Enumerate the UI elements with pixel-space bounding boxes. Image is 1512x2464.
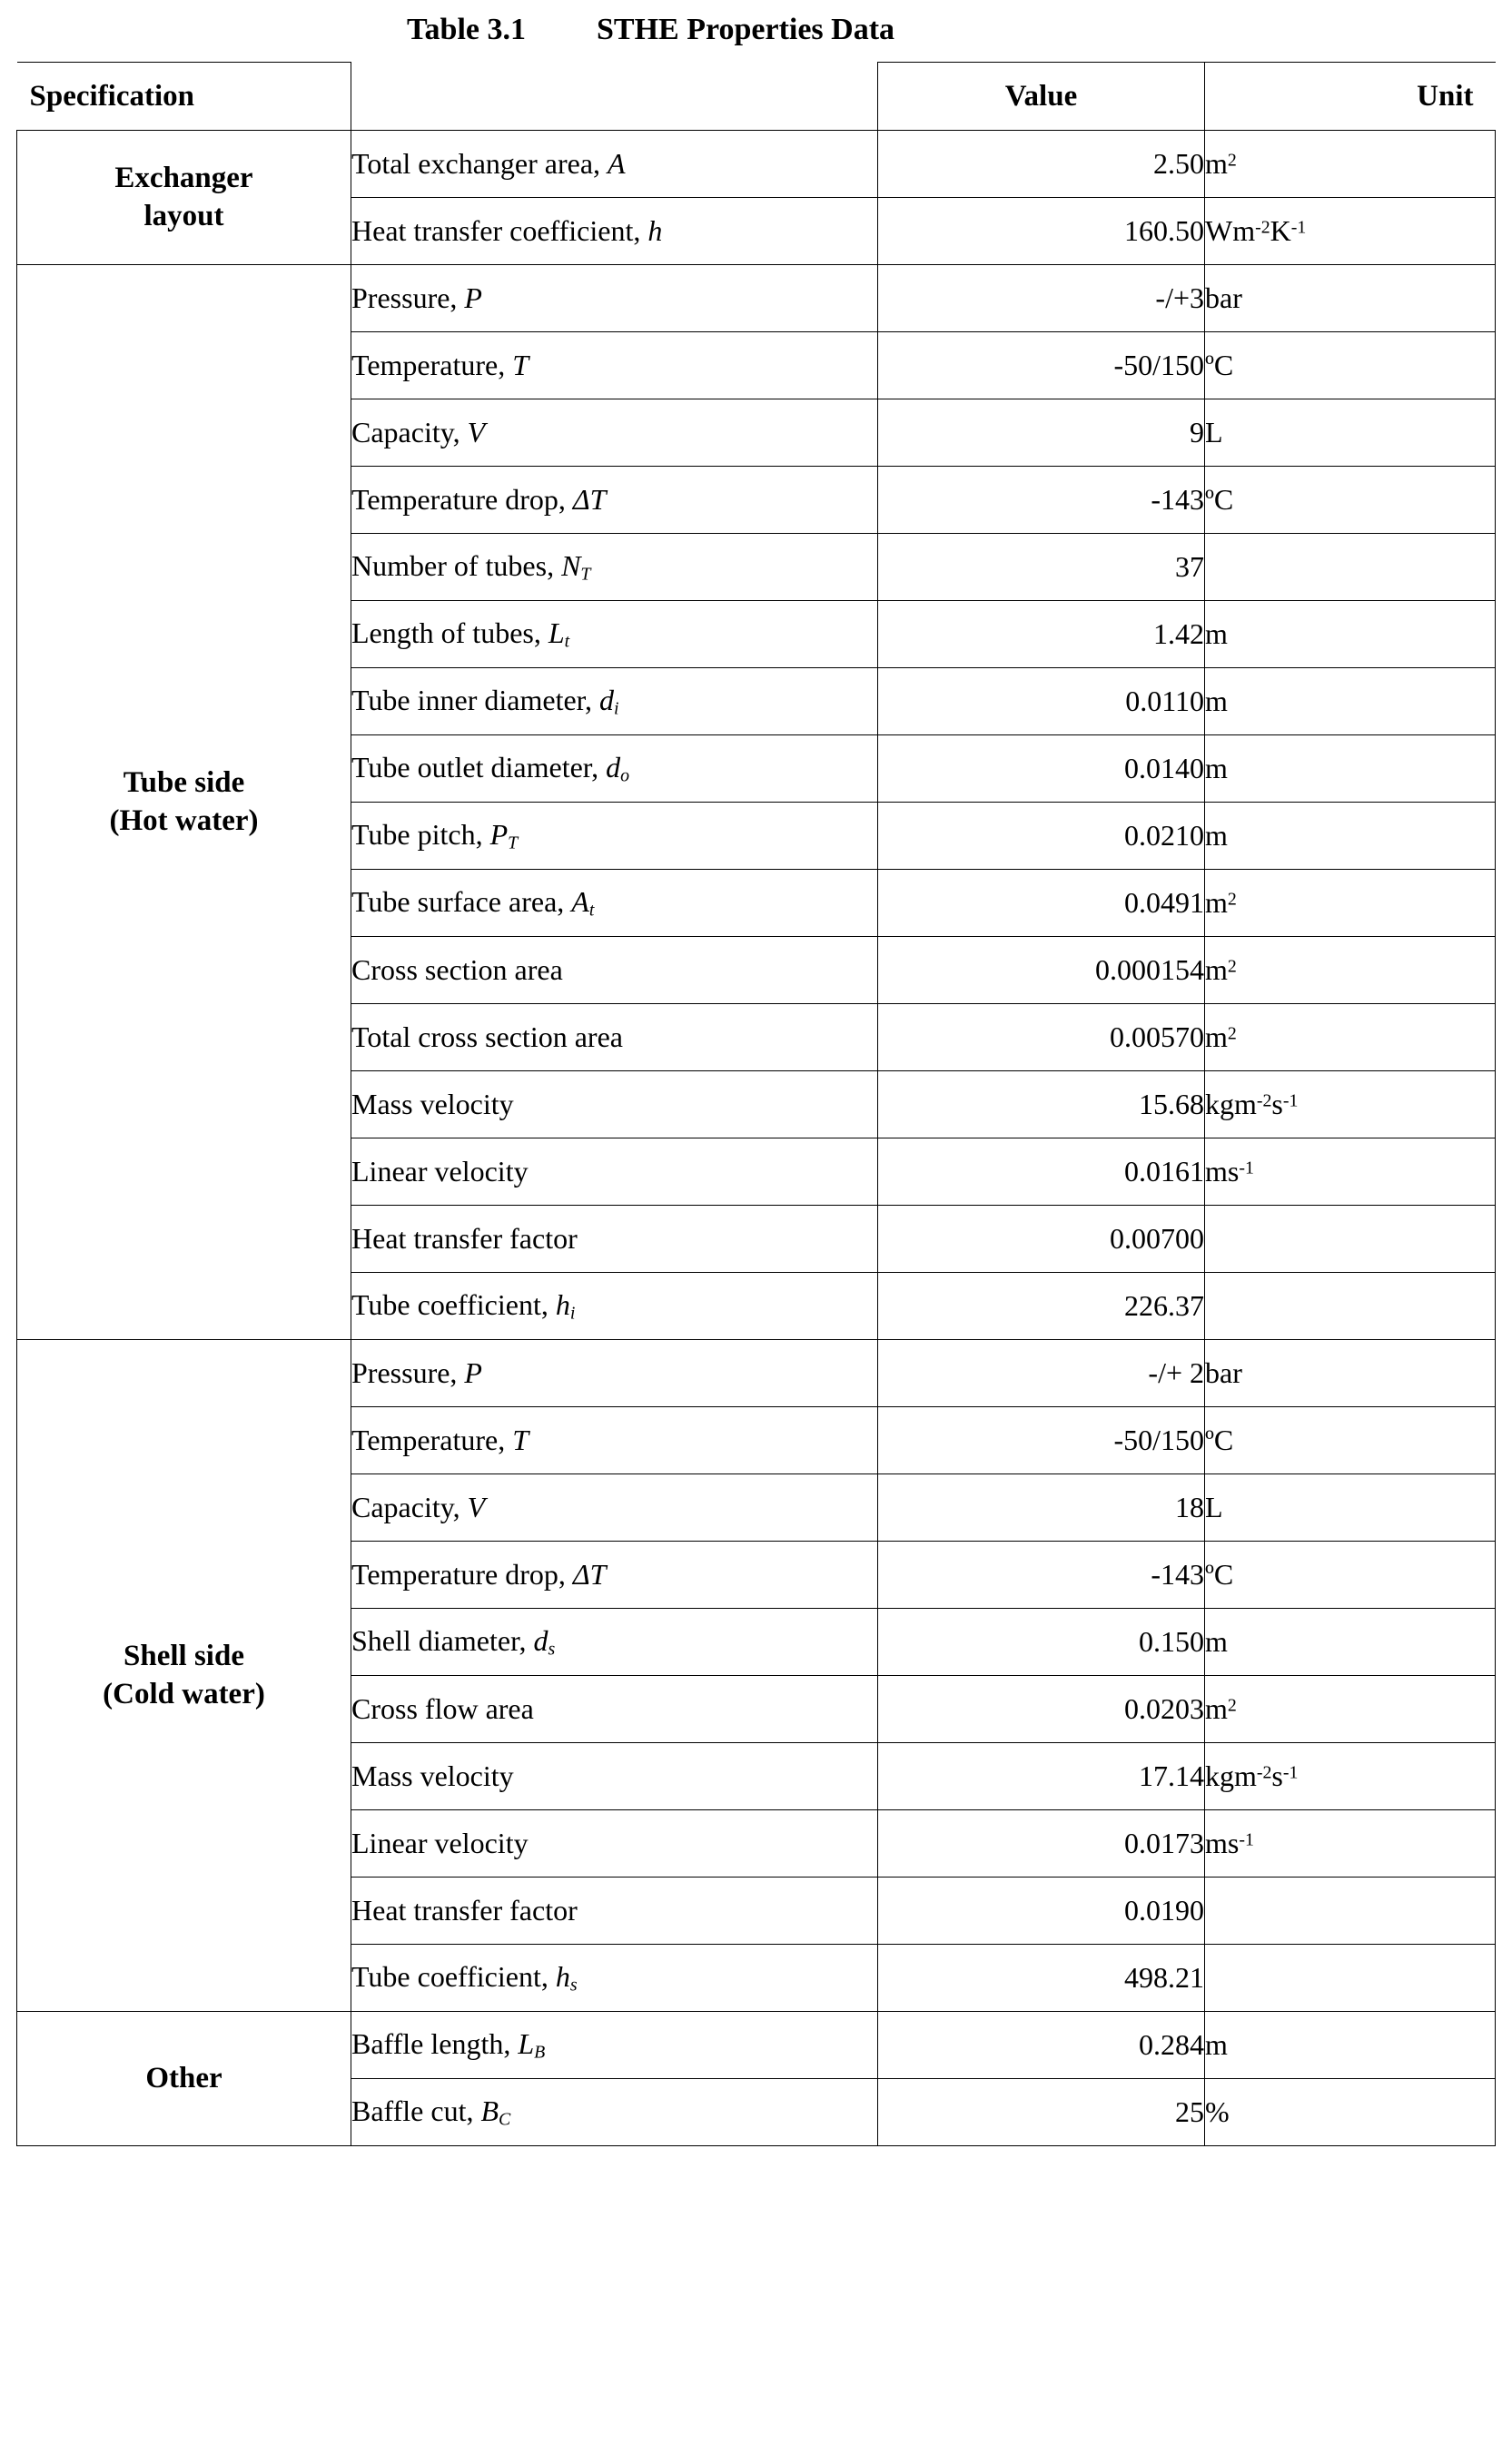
properties-table — [16, 62, 1496, 2146]
row-value: 18 — [878, 1474, 1205, 1542]
row-description: Heat transfer coefficient, h — [351, 198, 878, 265]
row-value: -/+3 — [878, 265, 1205, 332]
row-description: Capacity, V — [351, 399, 878, 467]
row-description: Tube coefficient, $h_i$ — [351, 1273, 878, 1340]
row-value: 0.0491 — [878, 870, 1205, 937]
row-description: Total exchanger area, A — [351, 131, 878, 198]
row-unit: m — [1205, 668, 1496, 735]
row-description: Tube inner diameter, $d_i$ — [351, 668, 878, 735]
row-description: Shell diameter, $d_s$ — [351, 1609, 878, 1676]
row-value: 37 — [878, 534, 1205, 601]
row-unit: $m^2$ — [1205, 870, 1496, 937]
row-unit: $kgm^{-2}s^{-1}$ — [1205, 1743, 1496, 1810]
row-description: Temperature, T — [351, 332, 878, 399]
row-unit: $kgm^{-2}s^{-1}$ — [1205, 1071, 1496, 1138]
row-unit — [1205, 1273, 1496, 1340]
row-description: Heat transfer factor — [351, 1206, 878, 1273]
row-value: 0.0210 — [878, 803, 1205, 870]
row-unit: % — [1205, 2079, 1496, 2146]
row-unit — [1205, 1878, 1496, 1945]
table-body — [17, 131, 1496, 2146]
row-description: Baffle cut, $B_C$ — [351, 2079, 878, 2146]
row-value: 0.284 — [878, 2012, 1205, 2079]
row-unit: $m^2$ — [1205, 937, 1496, 1004]
row-value: 0.00700 — [878, 1206, 1205, 1273]
row-unit: $m^2$ — [1205, 1004, 1496, 1071]
table-header — [17, 63, 1496, 131]
row-unit — [1205, 1206, 1496, 1273]
row-unit: m — [1205, 2012, 1496, 2079]
row-unit: m — [1205, 735, 1496, 803]
row-description: Linear velocity — [351, 1138, 878, 1206]
row-unit: m — [1205, 1609, 1496, 1676]
row-value: 0.0190 — [878, 1878, 1205, 1945]
header-unit: Unit — [1205, 63, 1496, 131]
row-value: 0.0161 — [878, 1138, 1205, 1206]
row-unit: L — [1205, 399, 1496, 467]
row-description: Cross section area — [351, 937, 878, 1004]
table-row — [17, 2012, 1496, 2079]
table-caption — [407, 0, 1496, 62]
row-description: Capacity, V — [351, 1474, 878, 1542]
row-unit: ºC — [1205, 467, 1496, 534]
row-unit: $Wm^{-2}K^{-1}$ — [1205, 198, 1496, 265]
row-value: 1.42 — [878, 601, 1205, 668]
row-description: Tube surface area, $A_t$ — [351, 870, 878, 937]
group-label: Exchanger layout — [17, 131, 351, 265]
row-unit: $ms^{-1}$ — [1205, 1138, 1496, 1206]
header-row — [17, 63, 1496, 131]
header-specification: Specification — [17, 63, 351, 131]
row-value: 0.0203 — [878, 1676, 1205, 1743]
row-description: Baffle length, $L_B$ — [351, 2012, 878, 2079]
row-description: Temperature, T — [351, 1407, 878, 1474]
row-unit: bar — [1205, 265, 1496, 332]
row-value: 9 — [878, 399, 1205, 467]
row-unit: ºC — [1205, 1542, 1496, 1609]
row-value: -143 — [878, 1542, 1205, 1609]
table-caption-label: Table 3.1 — [407, 13, 527, 46]
row-description: Temperature drop, ΔT — [351, 1542, 878, 1609]
group-label: Other — [17, 2012, 351, 2146]
table-row — [17, 265, 1496, 332]
row-description: Linear velocity — [351, 1810, 878, 1878]
group-label: Shell side (Cold water) — [17, 1340, 351, 2012]
row-unit: L — [1205, 1474, 1496, 1542]
row-description: Pressure, P — [351, 265, 878, 332]
table-row — [17, 1340, 1496, 1407]
row-description: Heat transfer factor — [351, 1878, 878, 1945]
row-value: -143 — [878, 467, 1205, 534]
table-row — [17, 131, 1496, 198]
row-value: 0.150 — [878, 1609, 1205, 1676]
row-description: Length of tubes, $L_t$ — [351, 601, 878, 668]
row-description: Tube coefficient, $h_s$ — [351, 1945, 878, 2012]
row-value: 0.0140 — [878, 735, 1205, 803]
row-description: Tube outlet diameter, $d_o$ — [351, 735, 878, 803]
row-description: Pressure, P — [351, 1340, 878, 1407]
row-description: Tube pitch, $P_T$ — [351, 803, 878, 870]
row-unit: $m^2$ — [1205, 1676, 1496, 1743]
row-value: 498.21 — [878, 1945, 1205, 2012]
row-value: 0.0110 — [878, 668, 1205, 735]
row-unit: $ms^{-1}$ — [1205, 1810, 1496, 1878]
row-description: Temperature drop, ΔT — [351, 467, 878, 534]
row-value: 0.0173 — [878, 1810, 1205, 1878]
row-description: Mass velocity — [351, 1071, 878, 1138]
row-description: Cross flow area — [351, 1676, 878, 1743]
row-value: -/+ 2 — [878, 1340, 1205, 1407]
row-value: 0.000154 — [878, 937, 1205, 1004]
row-description: Total cross section area — [351, 1004, 878, 1071]
row-value: 226.37 — [878, 1273, 1205, 1340]
row-unit: ºC — [1205, 1407, 1496, 1474]
header-value: Value — [878, 63, 1205, 131]
row-unit — [1205, 534, 1496, 601]
row-unit: bar — [1205, 1340, 1496, 1407]
row-value: -50/150 — [878, 1407, 1205, 1474]
row-unit: $m^2$ — [1205, 131, 1496, 198]
row-value: 25 — [878, 2079, 1205, 2146]
row-value: 15.68 — [878, 1071, 1205, 1138]
row-unit — [1205, 1945, 1496, 2012]
row-value: 2.50 — [878, 131, 1205, 198]
header-description — [351, 63, 878, 131]
row-description: Number of tubes, $N_T$ — [351, 534, 878, 601]
row-value: -50/150 — [878, 332, 1205, 399]
row-unit: ºC — [1205, 332, 1496, 399]
row-description: Mass velocity — [351, 1743, 878, 1810]
row-value: 17.14 — [878, 1743, 1205, 1810]
row-value: 160.50 — [878, 198, 1205, 265]
row-value: 0.00570 — [878, 1004, 1205, 1071]
row-unit: m — [1205, 601, 1496, 668]
table-caption-title: STHE Properties Data — [597, 13, 895, 46]
group-label: Tube side (Hot water) — [17, 265, 351, 1340]
row-unit: m — [1205, 803, 1496, 870]
